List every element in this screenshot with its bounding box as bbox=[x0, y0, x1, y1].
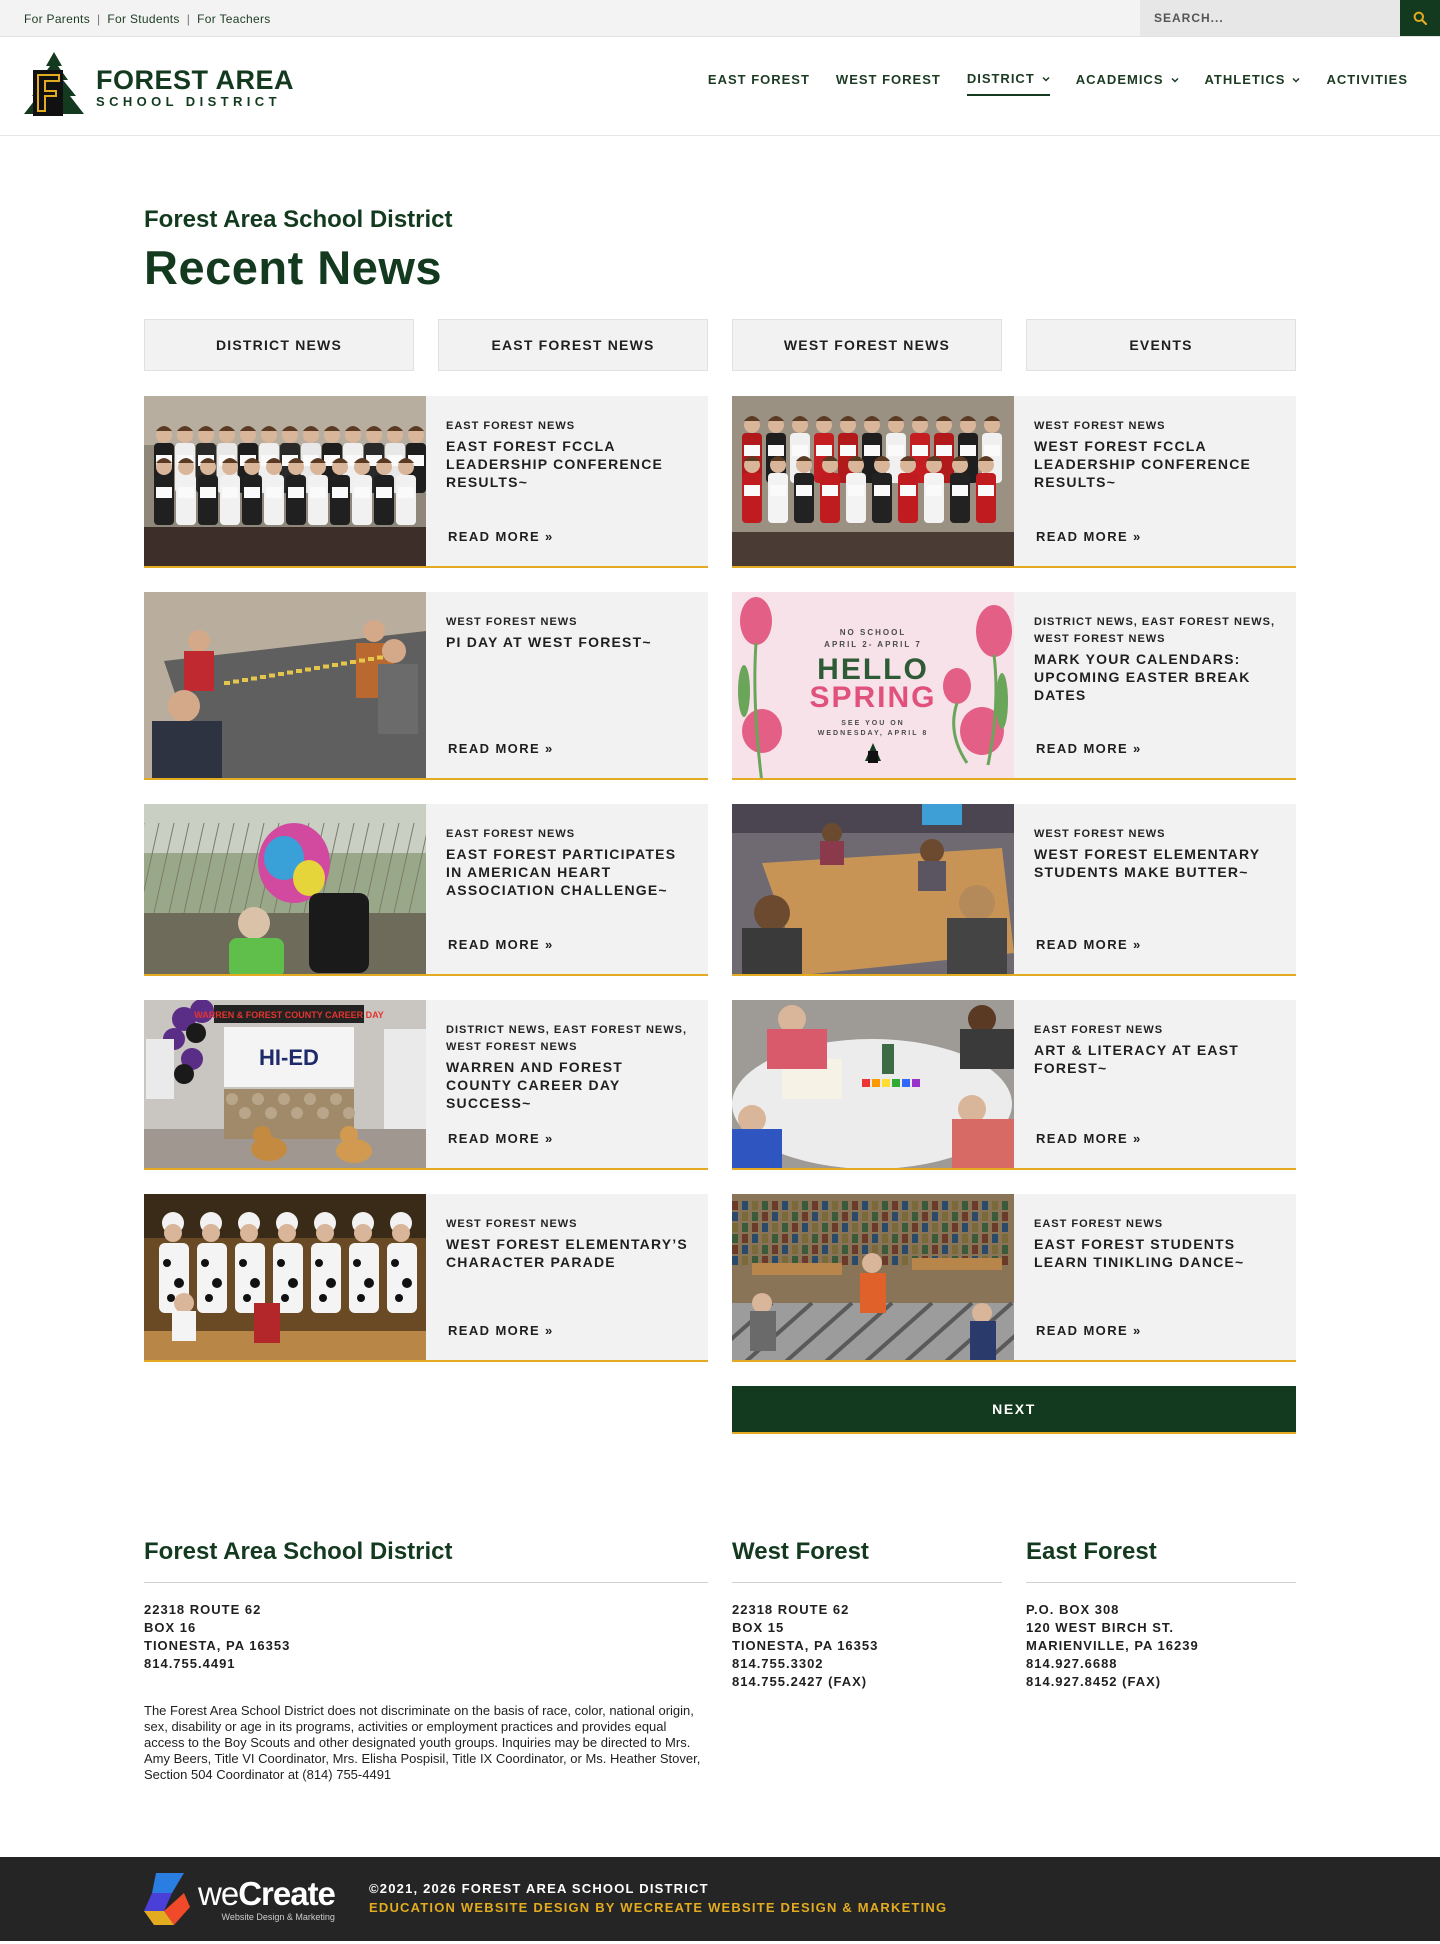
utility-bar bbox=[0, 0, 1440, 37]
news-card bbox=[144, 804, 708, 976]
news-thumbnail[interactable] bbox=[144, 396, 426, 566]
news-category[interactable]: EAST FOREST NEWS bbox=[446, 828, 576, 840]
news-category[interactable]: EAST FOREST NEWS bbox=[446, 420, 576, 432]
read-more-link[interactable]: READ MORE » bbox=[448, 1131, 554, 1146]
page-title: Recent News bbox=[144, 241, 443, 294]
svg-text:NO SCHOOL: NO SCHOOL bbox=[839, 628, 907, 637]
svg-text:WARREN & FOREST COUNTY CAREER: WARREN & FOREST COUNTY CAREER DAY bbox=[194, 1010, 384, 1020]
news-category[interactable]: WEST FOREST NEWS bbox=[1034, 420, 1166, 432]
search-form bbox=[1140, 0, 1440, 36]
tab-district-news[interactable]: DISTRICT NEWS bbox=[144, 319, 414, 371]
address-line: BOX 15 bbox=[732, 1620, 785, 1635]
group-photo-awards-image bbox=[144, 396, 426, 566]
footer-column-title: Forest Area School District bbox=[144, 1538, 708, 1583]
nav-label: EAST FOREST bbox=[707, 72, 810, 87]
news-title[interactable]: EAST FOREST FCCLA LEADERSHIP CONFERENCE RESULTS~ bbox=[446, 438, 664, 490]
nav-athletics[interactable] bbox=[1205, 71, 1301, 96]
wecreate-tagline: Website Design & Marketing bbox=[221, 1911, 335, 1922]
read-more-link[interactable]: READ MORE » bbox=[1036, 529, 1142, 544]
career-day-booth-image bbox=[144, 1000, 426, 1168]
news-title[interactable]: ART & LITERACY AT EAST FOREST~ bbox=[1034, 1042, 1240, 1076]
footer-column-title: East Forest bbox=[1026, 1538, 1296, 1583]
copyright-text: ©2021, 2026 FOREST AREA SCHOOL DISTRICT bbox=[369, 1881, 709, 1896]
read-more-link[interactable]: READ MORE » bbox=[448, 741, 554, 756]
students-at-table-image bbox=[144, 592, 426, 778]
address-line[interactable]: 814.755.4491 bbox=[144, 1656, 236, 1671]
news-category[interactable]: DISTRICT NEWS, EAST FOREST NEWS, WEST FOREST NEWS bbox=[446, 1024, 688, 1053]
read-more-link[interactable]: READ MORE » bbox=[448, 937, 554, 952]
news-card bbox=[144, 1194, 708, 1362]
nav-east-forest[interactable] bbox=[708, 71, 810, 96]
logo-subtitle: SCHOOL DISTRICT bbox=[96, 94, 281, 109]
address-line: 22318 ROUTE 62 bbox=[732, 1602, 850, 1617]
nav-label: DISTRICT bbox=[966, 71, 1035, 86]
news-title[interactable]: EAST FOREST PARTICIPATES IN AMERICAN HEART ASSOCIATION CHALLENGE~ bbox=[446, 846, 677, 898]
news-category[interactable]: DISTRICT NEWS, EAST FOREST NEWS, WEST FOREST NEWS bbox=[1034, 616, 1276, 645]
footer-column bbox=[732, 1538, 1002, 1783]
address-line: TIONESTA, PA 16353 bbox=[144, 1638, 291, 1653]
read-more-link[interactable]: READ MORE » bbox=[448, 529, 554, 544]
wecreate-name-light: we bbox=[198, 1874, 239, 1912]
hello-spring-tulips-image bbox=[732, 592, 1014, 778]
address-block bbox=[1026, 1601, 1296, 1691]
nav-academics[interactable] bbox=[1076, 71, 1179, 96]
search-button[interactable] bbox=[1400, 0, 1440, 36]
news-category[interactable]: WEST FOREST NEWS bbox=[446, 616, 578, 628]
svg-text:SEE YOU ON: SEE YOU ON bbox=[841, 720, 905, 727]
nav-label: ACADEMICS bbox=[1075, 72, 1164, 87]
main-nav bbox=[682, 71, 1408, 96]
nav-activities[interactable] bbox=[1326, 71, 1408, 96]
news-category[interactable]: EAST FOREST NEWS bbox=[1034, 1024, 1164, 1036]
footer-column-title: West Forest bbox=[732, 1538, 1002, 1583]
news-thumbnail[interactable] bbox=[144, 1000, 426, 1168]
address-line: 22318 ROUTE 62 bbox=[144, 1602, 262, 1617]
news-card bbox=[144, 592, 708, 780]
wecreate-logo[interactable] bbox=[144, 1871, 335, 1927]
link-for-parents[interactable]: For Parents bbox=[24, 12, 90, 26]
chevron-down-icon bbox=[1292, 76, 1300, 84]
next-page-button[interactable]: NEXT bbox=[732, 1386, 1296, 1434]
address-line: P.O. BOX 308 bbox=[1026, 1602, 1120, 1617]
news-thumbnail[interactable] bbox=[732, 1194, 1014, 1360]
news-category[interactable]: WEST FOREST NEWS bbox=[446, 1218, 578, 1230]
news-title[interactable]: WEST FOREST ELEMENTARY’S CHARACTER PARADE bbox=[446, 1236, 688, 1270]
search-input[interactable] bbox=[1140, 0, 1400, 36]
address-line[interactable]: 814.927.6688 bbox=[1026, 1656, 1118, 1671]
address-block bbox=[144, 1601, 708, 1673]
library-dance-image bbox=[732, 1194, 1014, 1360]
search-icon bbox=[1413, 11, 1427, 25]
svg-text:HELLO: HELLO bbox=[817, 653, 929, 686]
wecreate-hexagon-icon bbox=[144, 1871, 192, 1927]
news-thumbnail[interactable] bbox=[732, 804, 1014, 974]
news-thumbnail[interactable] bbox=[732, 1000, 1014, 1168]
footer-column bbox=[144, 1538, 708, 1783]
news-category[interactable]: WEST FOREST NEWS bbox=[1034, 828, 1166, 840]
address-line: BOX 16 bbox=[144, 1620, 197, 1635]
svg-text:WEDNESDAY, APRIL 8: WEDNESDAY, APRIL 8 bbox=[817, 730, 929, 737]
news-thumbnail[interactable] bbox=[144, 592, 426, 778]
page-eyebrow: Forest Area School District bbox=[144, 206, 453, 233]
group-photo-red-jackets-image bbox=[732, 396, 1014, 566]
footer-column bbox=[1026, 1538, 1296, 1783]
news-card bbox=[144, 1000, 708, 1170]
link-for-teachers[interactable]: For Teachers bbox=[197, 12, 271, 26]
chevron-down-icon bbox=[1042, 75, 1050, 83]
tab-west-forest-news[interactable]: WEST FOREST NEWS bbox=[732, 319, 1002, 371]
nav-west-forest[interactable] bbox=[836, 71, 941, 96]
read-more-link[interactable]: READ MORE » bbox=[1036, 741, 1142, 756]
news-thumbnail[interactable] bbox=[732, 396, 1014, 566]
svg-text:APRIL 2- APRIL 7: APRIL 2- APRIL 7 bbox=[824, 640, 922, 649]
read-more-link[interactable]: READ MORE » bbox=[1036, 1131, 1142, 1146]
tab-east-forest-news[interactable]: EAST FOREST NEWS bbox=[438, 319, 708, 371]
read-more-link[interactable]: READ MORE » bbox=[448, 1323, 554, 1338]
svg-text:SPRING: SPRING bbox=[809, 681, 937, 714]
audience-links: For Parents | For Students | For Teachers bbox=[24, 12, 271, 26]
address-line: 814.927.8452 (FAX) bbox=[1026, 1674, 1162, 1689]
main-content bbox=[144, 136, 1296, 1434]
site-header bbox=[0, 37, 1440, 136]
classroom-table-image bbox=[732, 804, 1014, 974]
address-line: MARIENVILLE, PA 16239 bbox=[1026, 1638, 1199, 1653]
news-grid bbox=[144, 396, 1296, 1386]
art-table-image bbox=[732, 1000, 1014, 1168]
news-card bbox=[732, 804, 1296, 976]
news-thumbnail[interactable] bbox=[144, 1194, 426, 1360]
designer-credit-link[interactable]: EDUCATION WEBSITE DESIGN BY WECREATE WEBSITE DESIGN & MARKETING bbox=[369, 1900, 948, 1915]
pine-tree-f-logo-icon bbox=[24, 52, 84, 118]
news-title[interactable]: WEST FOREST ELEMENTARY STUDENTS MAKE BUTTER~ bbox=[1034, 846, 1261, 880]
kids-outdoors-image bbox=[144, 804, 426, 974]
news-card bbox=[144, 396, 708, 568]
link-for-students[interactable]: For Students bbox=[107, 12, 180, 26]
news-card bbox=[732, 1194, 1296, 1362]
news-card bbox=[732, 592, 1296, 780]
chevron-down-icon bbox=[1171, 76, 1179, 84]
read-more-link[interactable]: READ MORE » bbox=[1036, 1323, 1142, 1338]
nondiscrimination-notice: The Forest Area School District does not discriminate on the basis of race, color, national origin, sex, disability or age in its programs, activities or employment practices and provides equal access to the Boy Scouts and other designated youth groups. Inquiries may be directed to Mrs. Amy Beers, Title VI Coordinator, Mrs. Elisha Pospisil, Title IX Coordinator, or Ms. Heather Stover, Section 504 Coordinator at (814) 755-4491 bbox=[144, 1703, 701, 1782]
bottom-bar bbox=[0, 1857, 1440, 1941]
news-title[interactable]: PI DAY AT WEST FOREST~ bbox=[446, 634, 652, 650]
news-filter-tabs bbox=[144, 319, 1296, 371]
news-title[interactable]: EAST FOREST STUDENTS LEARN TINIKLING DANCE~ bbox=[1034, 1236, 1245, 1270]
address-line: TIONESTA, PA 16353 bbox=[732, 1638, 879, 1653]
news-title[interactable]: MARK YOUR CALENDARS: UPCOMING EASTER BREAK DATES bbox=[1034, 651, 1251, 703]
costume-parade-image bbox=[144, 1194, 426, 1360]
tab-events[interactable]: EVENTS bbox=[1026, 319, 1296, 371]
svg-text:HI-ED: HI-ED bbox=[259, 1045, 319, 1070]
news-title[interactable]: WEST FOREST FCCLA LEADERSHIP CONFERENCE RESULTS~ bbox=[1034, 438, 1252, 490]
nav-label: ATHLETICS bbox=[1204, 72, 1286, 87]
nav-label: ACTIVITIES bbox=[1326, 72, 1408, 87]
nav-district[interactable] bbox=[967, 71, 1050, 96]
address-line[interactable]: 814.755.3302 bbox=[732, 1656, 824, 1671]
news-card bbox=[732, 396, 1296, 568]
read-more-link[interactable]: READ MORE » bbox=[1036, 937, 1142, 952]
news-category[interactable]: EAST FOREST NEWS bbox=[1034, 1218, 1164, 1230]
address-block bbox=[732, 1601, 1002, 1691]
wecreate-name-bold: Create bbox=[238, 1874, 335, 1912]
news-thumbnail[interactable] bbox=[732, 592, 1014, 778]
footer-contact bbox=[144, 1434, 1296, 1857]
logo-title: FOREST AREA bbox=[96, 65, 295, 95]
news-thumbnail[interactable] bbox=[144, 804, 426, 974]
news-title[interactable]: WARREN AND FOREST COUNTY CAREER DAY SUCCESS~ bbox=[446, 1059, 623, 1111]
site-logo[interactable] bbox=[24, 52, 294, 118]
news-card bbox=[732, 1000, 1296, 1170]
address-line: 120 WEST BIRCH ST. bbox=[1026, 1620, 1175, 1635]
nav-label: WEST FOREST bbox=[835, 72, 941, 87]
address-line: 814.755.2427 (FAX) bbox=[732, 1674, 868, 1689]
